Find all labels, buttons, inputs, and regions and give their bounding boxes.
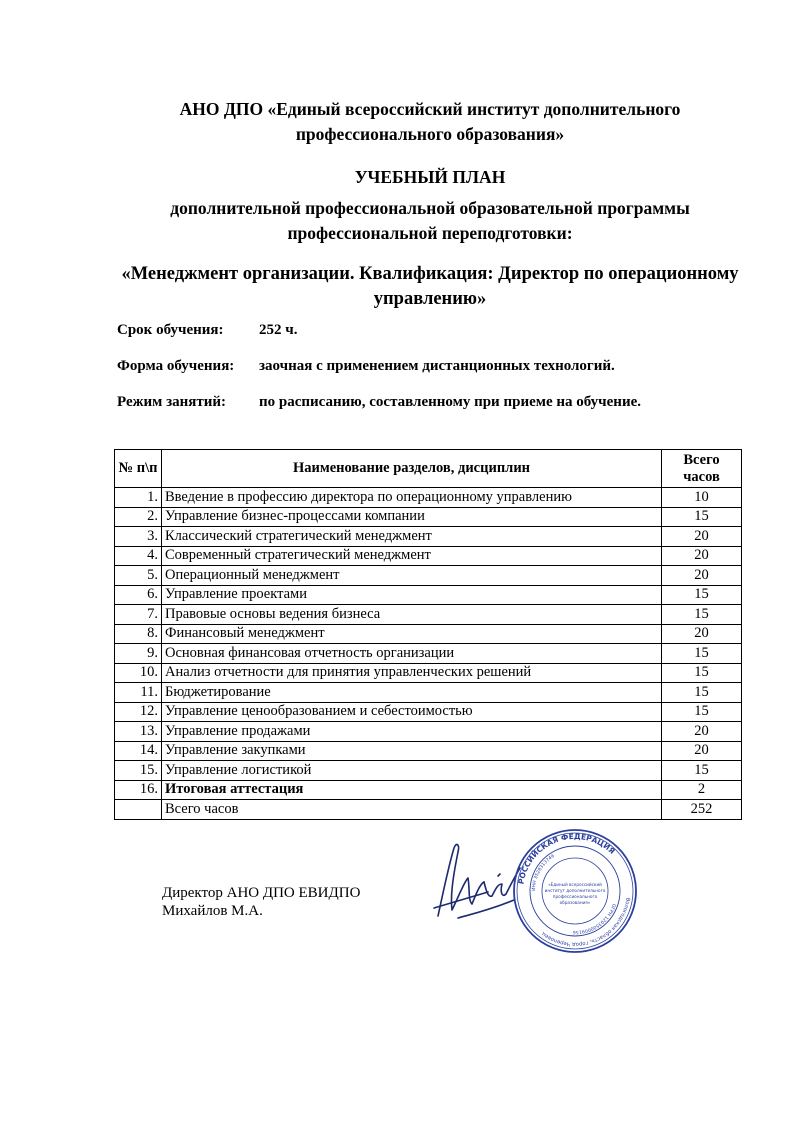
- subtitle-line1: дополнительной профессиональной образовательной программы: [170, 198, 690, 218]
- row-name: Бюджетирование: [162, 683, 662, 703]
- org-title-line2: профессионального образования»: [295, 124, 565, 144]
- seal-center-text-3: профессионального: [552, 894, 598, 899]
- row-name: Управление логистикой: [162, 761, 662, 781]
- svg-text:РОССИЙСКАЯ ФЕДЕРАЦИЯ: [516, 832, 616, 885]
- plan-title: УЧЕБНЫЙ ПЛАН: [354, 167, 506, 187]
- table-row: [115, 624, 742, 644]
- table-row: [115, 488, 742, 508]
- header-num: № п\п: [115, 450, 162, 488]
- row-num: 8.: [115, 624, 162, 644]
- row-hours: 20: [662, 722, 742, 742]
- row-name: Управление ценообразованием и себестоимостью: [162, 702, 662, 722]
- row-name: Итоговая аттестация: [162, 780, 662, 800]
- total-hours: 252: [662, 800, 742, 820]
- row-num: 11.: [115, 683, 162, 703]
- org-title-line1: АНО ДПО «Единый всероссийский институт дополнительного: [179, 99, 681, 119]
- program-line1: «Менеджмент организации. Квалификация: Директор по операционному: [121, 264, 739, 284]
- row-name: Управление проектами: [162, 585, 662, 605]
- row-num: 12.: [115, 702, 162, 722]
- plan-subtitle: [60, 196, 800, 246]
- table-row: [115, 761, 742, 781]
- row-hours: 15: [662, 702, 742, 722]
- table-row: [115, 702, 742, 722]
- row-hours: 15: [662, 585, 742, 605]
- row-num: 15.: [115, 761, 162, 781]
- row-name: Современный стратегический менеджмент: [162, 546, 662, 566]
- row-hours: 20: [662, 741, 742, 761]
- table-body: [115, 488, 742, 820]
- curriculum-table: [114, 449, 742, 820]
- table-row: [115, 722, 742, 742]
- total-num-empty: [115, 800, 162, 820]
- row-name: Классический стратегический менеджмент: [162, 527, 662, 547]
- seal-region-text: Вологодская область, город Череповец: [540, 897, 631, 948]
- row-name: Финансовый менеджмент: [162, 624, 662, 644]
- header-hours: [662, 450, 742, 488]
- row-hours: 20: [662, 624, 742, 644]
- table-row: [115, 507, 742, 527]
- row-num: 7.: [115, 605, 162, 625]
- seal-outer-text: РОССИЙСКАЯ ФЕДЕРАЦИЯ: [516, 831, 617, 885]
- seal-ogrn-text: ОГРН 1203500009156: [572, 902, 616, 935]
- table-row: [115, 546, 742, 566]
- row-hours: 10: [662, 488, 742, 508]
- row-num: 3.: [115, 527, 162, 547]
- header-hours-line2: часов: [683, 468, 720, 485]
- header-hours-line1: Всего: [683, 451, 720, 468]
- organization-title: [60, 97, 800, 147]
- table-row: [115, 780, 742, 800]
- table-row: [115, 566, 742, 586]
- signer-name: Михайлов М.А.: [162, 903, 263, 919]
- program-name: [90, 262, 770, 312]
- table-row: [115, 644, 742, 664]
- table-row: [115, 605, 742, 625]
- row-hours: 20: [662, 546, 742, 566]
- row-num: 9.: [115, 644, 162, 664]
- row-name: Управление закупками: [162, 741, 662, 761]
- total-label: Всего часов: [162, 800, 662, 820]
- signature-block: [162, 884, 360, 920]
- row-hours: 15: [662, 761, 742, 781]
- table-row: [115, 663, 742, 683]
- row-name: Введение в профессию директора по операционному управлению: [162, 488, 662, 508]
- row-hours: 15: [662, 683, 742, 703]
- row-num: 13.: [115, 722, 162, 742]
- row-name: Операционный менеджмент: [162, 566, 662, 586]
- row-hours: 2: [662, 780, 742, 800]
- study-form-value: заочная с применением дистанционных технологий.: [259, 358, 615, 374]
- row-hours: 15: [662, 663, 742, 683]
- study-mode-label: Режим занятий:: [117, 394, 227, 410]
- program-line2: управлению»: [373, 289, 487, 309]
- row-name: Управление продажами: [162, 722, 662, 742]
- row-name: Анализ отчетности для принятия управленческих решений: [162, 663, 662, 683]
- table-row: [115, 741, 742, 761]
- official-seal: [512, 828, 638, 954]
- row-num: 16.: [115, 780, 162, 800]
- header-name: Наименование разделов, дисциплин: [162, 450, 662, 488]
- row-num: 6.: [115, 585, 162, 605]
- row-hours: 15: [662, 644, 742, 664]
- duration-label: Срок обучения:: [117, 322, 224, 338]
- row-hours: 20: [662, 527, 742, 547]
- row-num: 2.: [115, 507, 162, 527]
- study-form-label: Форма обучения:: [117, 358, 235, 374]
- table-header-row: [115, 450, 742, 488]
- table-total-row: [115, 800, 742, 820]
- row-name: Управление бизнес-процессами компании: [162, 507, 662, 527]
- duration-row: [117, 322, 297, 339]
- row-num: 14.: [115, 741, 162, 761]
- row-num: 1.: [115, 488, 162, 508]
- table-row: [115, 527, 742, 547]
- row-num: 4.: [115, 546, 162, 566]
- study-mode-row: [117, 394, 641, 411]
- study-mode-value: по расписанию, составленному при приеме на обучение.: [259, 394, 641, 410]
- subtitle-line2: профессиональной переподготовки:: [287, 223, 573, 243]
- seal-center-text-1: «Единый всероссийский: [548, 882, 602, 887]
- row-name: Правовые основы ведения бизнеса: [162, 605, 662, 625]
- row-name: Основная финансовая отчетность организации: [162, 644, 662, 664]
- duration-value: 252 ч.: [259, 322, 298, 338]
- row-num: 10.: [115, 663, 162, 683]
- row-hours: 20: [662, 566, 742, 586]
- seal-center-text-2: институт дополнительного: [544, 888, 606, 893]
- row-num: 5.: [115, 566, 162, 586]
- table-row: [115, 585, 742, 605]
- signer-position: Директор АНО ДПО ЕВИДПО: [162, 885, 361, 901]
- row-hours: 15: [662, 605, 742, 625]
- study-form-row: [117, 358, 615, 375]
- row-hours: 15: [662, 507, 742, 527]
- seal-center-text-4: образования»: [559, 900, 591, 905]
- seal-inn-text: ИНН 3528313749: [531, 854, 556, 892]
- table-row: [115, 683, 742, 703]
